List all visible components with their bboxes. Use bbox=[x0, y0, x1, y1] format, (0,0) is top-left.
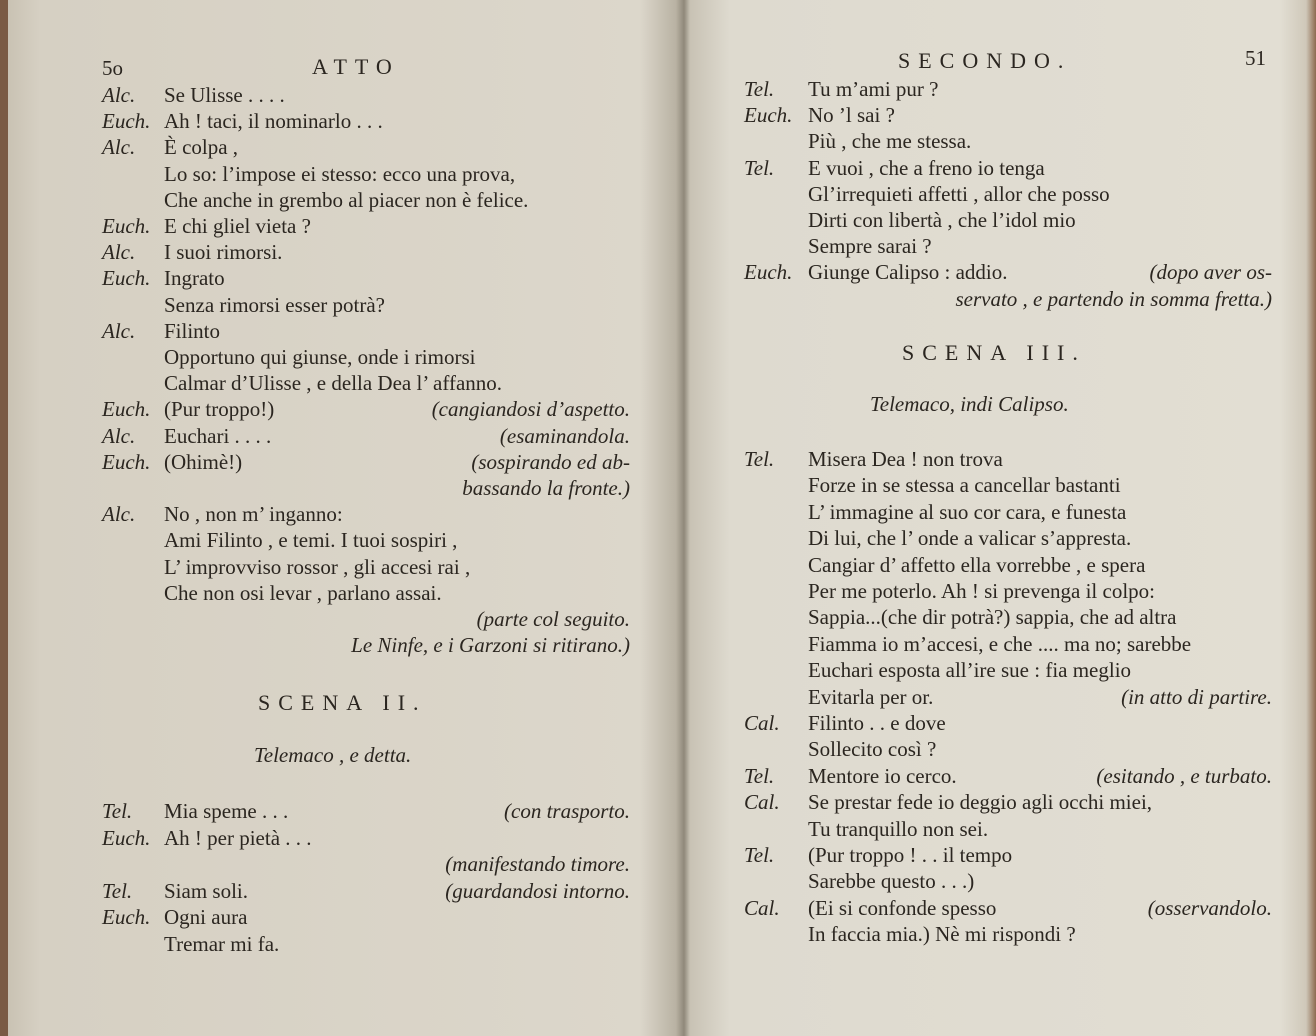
verse-text: Ah ! per pietà . . . bbox=[164, 825, 312, 850]
verse-text: Evitarla per or. bbox=[808, 684, 934, 709]
verse-text: Tu m’ami pur ? bbox=[808, 77, 939, 101]
speaker-label: Tel. bbox=[744, 155, 775, 180]
speaker-label: Cal. bbox=[744, 711, 780, 735]
stage-direction: (parte col seguito. bbox=[476, 607, 630, 631]
running-head: ATTO bbox=[312, 54, 400, 79]
speaker-label: Cal. bbox=[744, 790, 780, 815]
verse-text: Se Ulisse . . . . bbox=[164, 83, 285, 107]
verse-text: Euchari esposta all’ire sue : fia meglio bbox=[808, 658, 1132, 683]
running-head: SECONDO. bbox=[898, 48, 1072, 73]
speaker-label: Alc. bbox=[102, 135, 136, 160]
verse-text: Senza rimorsi esser potrà? bbox=[164, 292, 386, 317]
verse-text: Fiamma io m’accesi, e che .... ma no; sarebbe bbox=[808, 631, 1192, 656]
verse-text: Dirti con libertà , che l’idol mio bbox=[808, 208, 1076, 232]
right-page bbox=[690, 0, 1290, 1036]
verse-text: Ami Filinto , e temi. I tuoi sospiri , bbox=[164, 528, 458, 553]
speaker-label: Tel. bbox=[744, 763, 775, 788]
stage-direction: (manifestando timore. bbox=[445, 852, 630, 876]
speaker-label: Tel. bbox=[744, 77, 775, 101]
verse-text: Sarebbe questo . . .) bbox=[808, 869, 975, 894]
speaker-label: Euch. bbox=[744, 260, 793, 285]
speaker-label: Cal. bbox=[744, 895, 780, 920]
verse-text: Sollecito così ? bbox=[808, 737, 937, 762]
speaker-label: Alc. bbox=[102, 318, 136, 343]
speaker-label: Euch. bbox=[102, 825, 151, 850]
speaker-label: Alc. bbox=[102, 83, 136, 107]
verse-text: I suoi rimorsi. bbox=[164, 240, 283, 265]
stage-direction: (dopo aver os- bbox=[1149, 260, 1272, 285]
verse-text: Tremar mi fa. bbox=[164, 931, 280, 956]
left-page bbox=[40, 0, 680, 1036]
verse-text: Filinto bbox=[164, 318, 221, 343]
verse-text: Sempre sarai ? bbox=[808, 234, 932, 259]
stage-direction: (in atto di partire. bbox=[1121, 684, 1272, 709]
scene-characters: Telemaco , e detta. bbox=[254, 743, 412, 767]
verse-text: L’ immagine al suo cor cara, e funesta bbox=[808, 499, 1127, 524]
speaker-label: Euch. bbox=[102, 214, 151, 238]
verse-text: Per me poterlo. Ah ! si prevenga il colpo: bbox=[808, 579, 1156, 603]
verse-text: Opportuno qui giunse, onde i rimorsi bbox=[164, 345, 476, 369]
verse-text: Forze in se stessa a cancellar bastanti bbox=[808, 473, 1121, 498]
speaker-label: Euch. bbox=[744, 103, 793, 128]
verse-text: (Ohimè!) bbox=[164, 449, 243, 474]
verse-text: Ogni aura bbox=[164, 905, 248, 929]
verse-text: (Ei si confonde spesso bbox=[808, 895, 997, 920]
speaker-label: Euch. bbox=[102, 449, 151, 474]
speaker-label: Tel. bbox=[102, 878, 133, 903]
verse-text: No ’l sai ? bbox=[808, 103, 895, 128]
verse-text: Lo so: l’impose ei stesso: ecco una prova, bbox=[164, 161, 516, 186]
verse-text: (Pur troppo!) bbox=[164, 397, 275, 422]
scene-title: SCENA II. bbox=[258, 690, 427, 715]
verse-text: Che anche in grembo al piacer non è felice. bbox=[164, 187, 529, 212]
verse-text: Giunge Calipso : addio. bbox=[808, 260, 1008, 285]
verse-text: Se prestar fede io deggio agli occhi miei, bbox=[808, 790, 1153, 815]
verse-text: L’ improvviso rossor , gli accesi rai , bbox=[164, 554, 471, 579]
verse-text: No , non m’ inganno: bbox=[164, 502, 343, 527]
verse-text: Gl’irrequieti affetti , allor che posso bbox=[808, 181, 1110, 206]
verse-text: Sappia...(che dir potrà?) sappia, che ad altra bbox=[808, 605, 1177, 630]
stage-direction: (guardandosi intorno. bbox=[445, 878, 630, 903]
speaker-label: Alc. bbox=[102, 240, 136, 265]
verse-text: Ingrato bbox=[164, 266, 225, 291]
speaker-label: Tel. bbox=[744, 843, 775, 867]
speaker-label: Alc. bbox=[102, 502, 136, 527]
verse-text: In faccia mia.) Nè mi rispondi ? bbox=[808, 922, 1076, 947]
verse-text: E chi gliel vieta ? bbox=[164, 214, 311, 238]
verse-text: Cangiar d’ affetto ella vorrebbe , e spera bbox=[808, 552, 1146, 577]
page-number: 5o bbox=[102, 56, 123, 80]
verse-text: Ah ! taci, il nominarlo . . . bbox=[164, 109, 383, 134]
speaker-label: Euch. bbox=[102, 266, 151, 291]
stage-direction: (esaminandola. bbox=[499, 423, 630, 448]
verse-text: Calmar d’Ulisse , e della Dea l’ affanno. bbox=[164, 371, 503, 396]
speaker-label: Euch. bbox=[102, 905, 151, 929]
verse-text: Filinto . . e dove bbox=[808, 711, 946, 735]
stage-direction: (sospirando ed ab- bbox=[471, 449, 630, 474]
speaker-label: Alc. bbox=[102, 423, 136, 448]
stage-direction: (esitando , e turbato. bbox=[1096, 763, 1272, 788]
verse-text: Che non osi levar , parlano assai. bbox=[164, 580, 442, 605]
stage-direction: Le Ninfe, e i Garzoni si ritirano.) bbox=[351, 633, 630, 658]
scene-characters: Telemaco, indi Calipso. bbox=[870, 392, 1069, 416]
speaker-label: Euch. bbox=[102, 397, 151, 422]
verse-text: (Pur troppo ! . . il tempo bbox=[808, 843, 1013, 867]
speaker-label: Euch. bbox=[102, 109, 151, 134]
verse-text: Siam soli. bbox=[164, 878, 249, 903]
verse-text: Mentore io cerco. bbox=[808, 763, 957, 788]
verse-text: È colpa , bbox=[164, 135, 239, 160]
verse-text: E vuoi , che a freno io tenga bbox=[808, 155, 1045, 180]
verse-text: Tu tranquillo non sei. bbox=[808, 816, 989, 841]
speaker-label: Tel. bbox=[102, 799, 133, 823]
stage-direction: bassando la fronte.) bbox=[462, 476, 630, 500]
verse-text: Di lui, che l’ onde a valicar s’appresta. bbox=[808, 526, 1132, 551]
verse-text: Più , che me stessa. bbox=[808, 129, 972, 154]
scene-title: SCENA III. bbox=[902, 340, 1086, 365]
verse-text: Misera Dea ! non trova bbox=[808, 447, 1003, 471]
stage-direction: (osservandolo. bbox=[1147, 895, 1272, 920]
stage-direction: (con trasporto. bbox=[504, 799, 630, 823]
verse-text: Mia speme . . . bbox=[164, 799, 289, 823]
verse-text: Euchari . . . . bbox=[164, 423, 272, 448]
stage-direction: servato , e partendo in somma fretta.) bbox=[955, 286, 1272, 311]
stage-direction: (cangiandosi d’aspetto. bbox=[431, 397, 630, 422]
speaker-label: Tel. bbox=[744, 447, 775, 471]
page-number: 51 bbox=[1245, 46, 1266, 70]
